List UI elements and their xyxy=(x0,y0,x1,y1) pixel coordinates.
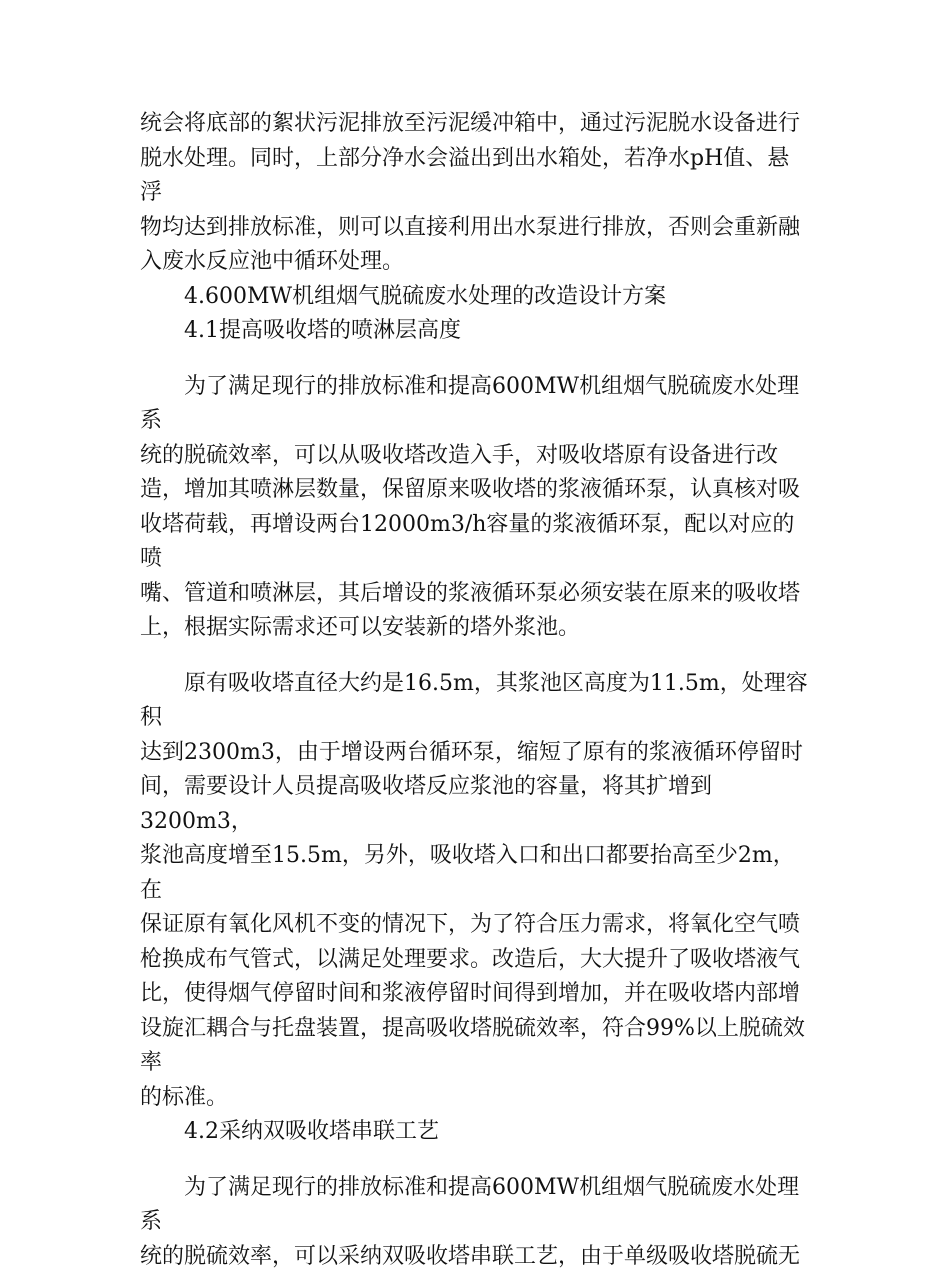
subsection-heading-4-1: 4.1提高吸收塔的喷淋层高度 xyxy=(140,314,810,349)
subsection-heading-4-2: 4.2采纳双吸收塔串联工艺 xyxy=(140,1115,810,1150)
paragraph-4-1-a: 为了满足现行的排放标准和提高600MW机组烟气脱硫废水处理系 统的脱硫效率，可以从吸收塔改造入手，对吸收塔原有设备进行改 造，增加其喷淋层数量，保留原来吸收塔的浆液循环泵，认真核对吸 收塔荷载，再增设两台12000m3/h容量的浆液循环泵，配以对应的喷 嘴、管道和喷淋层，其后增设的浆液循环泵必须安装在原来的吸收塔 上，根据实际需求还可以安装新的塔外浆池。 xyxy=(140,370,810,646)
document-body xyxy=(140,107,810,1274)
section-heading-4: 4.600MW机组烟气脱硫废水处理的改造设计方案 xyxy=(140,280,810,315)
paragraph-4-1-b: 原有吸收塔直径大约是16.5m，其浆池区高度为11.5m，处理容积 达到2300m3，由于增设两台循环泵，缩短了原有的浆液循环停留时 间，需要设计人员提高吸收塔反应浆池的容量，将其扩增到3200m3， 浆池高度增至15.5m，另外，吸收塔入口和出口都要抬高至少2m，在 保证原有氧化风机不变的情况下，为了符合压力需求，将氧化空气喷 枪换成布气管式，以满足处理要求。改造后，大大提升了吸收塔液气 比，使得烟气停留时间和浆液停留时间得到增加，并在吸收塔内部增 设旋汇耦合与托盘装置，提高吸收塔脱硫效率，符合99%以上脱硫效率 的标准。 xyxy=(140,667,810,1116)
paragraph-continued: 统会将底部的絮状污泥排放至污泥缓冲箱中，通过污泥脱水设备进行 脱水处理。同时，上部分净水会溢出到出水箱处，若净水pH值、悬浮 物均达到排放标准，则可以直接利用出水泵进行排放，否则会重新融 入废水反应池中循环处理。 xyxy=(140,107,810,280)
paragraph-4-2-a: 为了满足现行的排放标准和提高600MW机组烟气脱硫废水处理系 统的脱硫效率，可以采纳双吸收塔串联工艺，由于单级吸收塔脱硫无 xyxy=(140,1171,810,1274)
